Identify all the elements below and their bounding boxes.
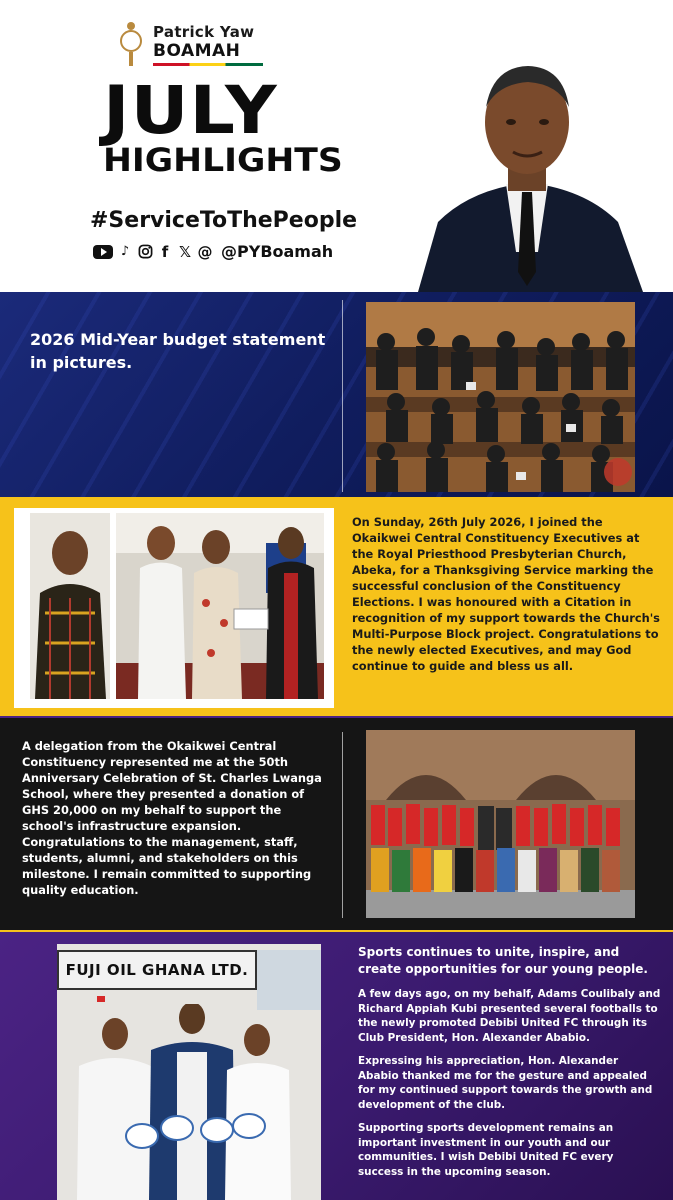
- social-handle: @PYBoamah: [221, 242, 334, 261]
- campaign-hashtag: #ServiceToThePeople: [90, 208, 358, 233]
- sports-paragraph-3: Expressing his appreciation, Hon. Alexander Ababio thanked me for the gesture and appealed for my continued support towards the growth and development of the club.: [358, 1055, 653, 1111]
- school-text: A delegation from the Okaikwei Central Constituency represented me at the 50th Anniversary Celebration of St. Charles Lwanga School, where they presented a donation of GHS 20,000 on my behalf to support the school's infrastructure expansion. Congratulations to the management, staff, students, alumni, and stakeholders on this milestone. I remain committed to supporting quality education.: [22, 739, 322, 897]
- page-title-month: JULY: [103, 72, 278, 149]
- logo-emblem-icon: [117, 22, 145, 66]
- church-text: On Sunday, 26th July 2026, I joined the Okaikwei Central Constituency Executives at the Royal Priesthood Presbyterian Church, Abeka, for a Thanksgiving Service marking the successful conclusion of the Constituency Elections. I was honoured with a Citation in recognition of my support towards the Church's Multi-Purpose Block project. Congratulations to the newly elected Executives, and may God continue to guide and bless us all.: [352, 515, 660, 673]
- school-section: [0, 718, 673, 932]
- page-title-highlights: HIGHLIGHTS: [103, 141, 343, 179]
- logo-surname: BOAMAH: [153, 40, 241, 61]
- citation-presentation-photo: [116, 513, 324, 699]
- budget-caption: 2026 Mid-Year budget statement in pictures.: [30, 330, 326, 372]
- portrait-kente-photo: [30, 513, 110, 699]
- brand-logo: [117, 22, 263, 66]
- header: [0, 0, 673, 292]
- section-divider: [342, 300, 343, 492]
- youtube-icon: [93, 245, 113, 259]
- instagram-icon: [137, 244, 153, 260]
- threads-icon: @: [197, 242, 213, 261]
- logo-first-names: Patrick Yaw: [153, 22, 255, 41]
- tiktok-icon: ♪: [120, 244, 130, 259]
- school-anniversary-photo: [366, 730, 635, 918]
- sign-board: [57, 950, 257, 990]
- people-figures: [57, 1004, 321, 1200]
- sports-paragraph-4: Supporting sports development remains an important investment in our youth and our communities. I wish Debibi United FC every success in the upcoming season.: [358, 1122, 614, 1178]
- facebook-icon: f: [161, 242, 169, 261]
- church-section: [0, 500, 673, 718]
- social-links: [93, 242, 333, 261]
- sign-text: FUJI OIL GHANA LTD.: [65, 961, 249, 979]
- sports-section: [0, 932, 673, 1200]
- logo-flag-stripe: [153, 63, 263, 66]
- sports-text: [358, 944, 662, 1188]
- football-donation-photo: [57, 944, 321, 1200]
- x-icon: 𝕏: [178, 242, 192, 261]
- budget-section: [0, 292, 673, 500]
- parliament-photo: [366, 302, 635, 492]
- portrait-photo: [398, 52, 658, 292]
- section-divider: [342, 732, 343, 918]
- sports-paragraph-1: Sports continues to unite, inspire, and create opportunities for our young people.: [358, 945, 648, 976]
- sports-paragraph-2: A few days ago, on my behalf, Adams Coulibaly and Richard Appiah Kubi presented several footballs to the newly promoted Debibi United FC through its Club President, Hon. Alexander Ababio.: [358, 988, 661, 1044]
